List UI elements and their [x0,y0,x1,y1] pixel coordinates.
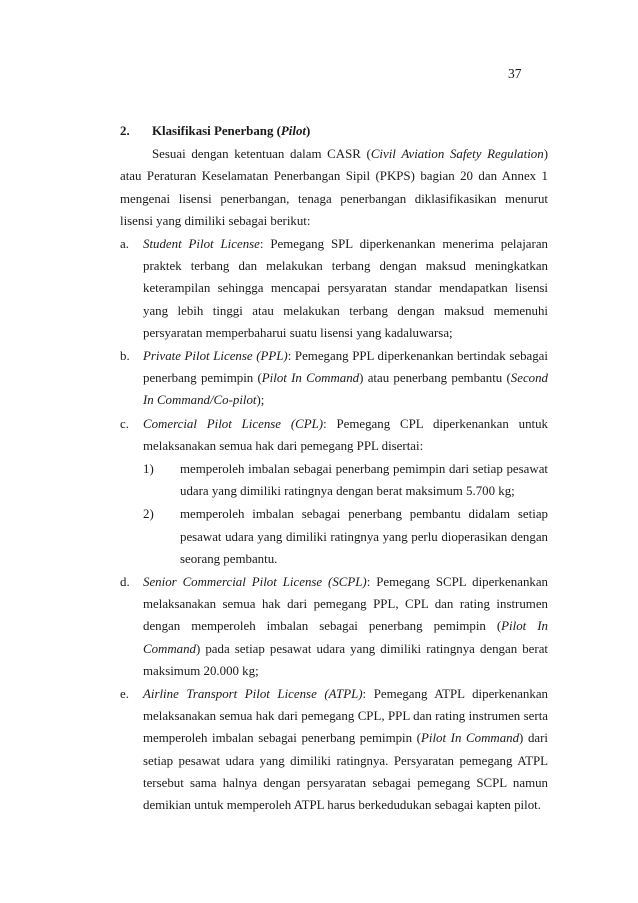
section-title: Klasifikasi Penerbang ( [152,124,281,138]
pic-term: Pilot In Command [261,371,360,386]
license-description: : Pemegang PPL diperkenankan bertindak sebagai penerbang pemimpin ( [143,349,548,386]
list-item-text [143,345,548,412]
list-marker: e. [120,687,129,702]
intro-text-italic: Civil Aviation Safety Regulation [370,147,544,162]
section-title-close: ) [306,124,311,138]
license-description: : Pemegang SPL diperkenankan menerima pelajaran praktek terbang dan melakukan terbang dengan maksud meningkatkan keterampilan sehingga mencapai persyaratan standar mendapatkan lisensi yang lebih tinggi atau melakukan terbang dengan maksud memenuhi persyaratan memperbaharui suatu lisensi yang kadaluwarsa; [143,237,548,340]
section-number: 2. [120,124,130,138]
section-heading [120,120,548,142]
second-term: Second In Command/Co-pilot [143,371,549,408]
list-item-d [120,571,548,682]
pic-term: Pilot In Command [143,619,548,656]
intro-paragraph [120,143,548,232]
list-item-text [143,413,548,457]
list-item-text [143,233,548,344]
list-item-e [120,683,548,816]
page-number: 37 [508,66,522,81]
license-name: Senior Commercial Pilot License (SCPL) [143,575,367,590]
sub-item-text: memperoleh imbalan sebagai penerbang pemimpin dari setiap pesawat udara yang dimiliki ratingnya dengan berat maksimum 5.700 kg; [180,462,548,499]
license-description: : Pemegang CPL diperkenankan untuk melaksanakan semua hak dari pemegang PPL disertai: [143,416,548,453]
list-item-c [120,413,548,570]
sub-marker: 1) [143,462,154,477]
license-description: : Pemegang ATPL diperkenankan melaksanakan semua hak dari pemegang CPL, PPL dan rating instrumen serta memperoleh imbalan sebagai penerbang pemimpin ( [143,687,548,746]
list-item-b [120,345,548,412]
pic-term: Pilot In Command [420,731,520,746]
license-description: ) dari setiap pesawat udara yang dimiliki ratingnya. Persyaratan pemegang ATPL tersebut sama halnya dengan persyaratan sebagai pemegang SCPL namun demikian untuk memperoleh ATPL harus berkedudukan sebagai kapten pilot. [143,731,549,813]
intro-text-1: Sesuai dengan ketentuan dalam CASR ( [152,147,371,162]
list-marker: a. [120,237,129,252]
license-name: Airline Transport Pilot License (ATPL) [143,687,363,702]
license-description: ) pada setiap pesawat udara yang dimiliki ratingnya dengan berat maksimum 20.000 kg; [143,641,548,678]
sub-item-2 [143,503,548,570]
document-body [120,120,548,816]
list-item-text [143,571,548,682]
license-description: ); [256,393,265,408]
license-description: : Pemegang SCPL diperkenankan melaksanakan semua hak dari pemegang PPL, CPL dan rating instrumen dengan memperoleh imbalan sebagai penerbang pemimpin ( [143,575,548,634]
sub-marker: 2) [143,507,154,522]
section-title-italic: Pilot [280,124,306,138]
list-marker: d. [120,575,130,590]
sub-item-text: memperoleh imbalan sebagai penerbang pembantu didalam setiap pesawat udara yang dimiliki ratingnya yang perlu dioperasikan dengan seorang pembantu. [180,507,548,566]
list-item-text [143,683,548,816]
list-marker: c. [120,416,129,431]
intro-text-3: ) atau Peraturan Keselamatan Penerbangan Sipil (PKPS) bagian 20 dan Annex 1 mengenai lisensi penerbangan, tenaga penerbangan diklasifikasikan menurut lisensi yang dimiliki sebagai berikut: [120,147,548,228]
list-marker: b. [120,349,130,364]
license-name: Private Pilot License (PPL) [143,349,288,364]
license-name: Comercial Pilot License (CPL) [143,416,324,431]
license-name: Student Pilot License [143,237,260,252]
list-item-a [120,233,548,344]
sub-item-1 [143,458,548,502]
license-description: ) atau penerbang pembantu ( [359,371,511,386]
